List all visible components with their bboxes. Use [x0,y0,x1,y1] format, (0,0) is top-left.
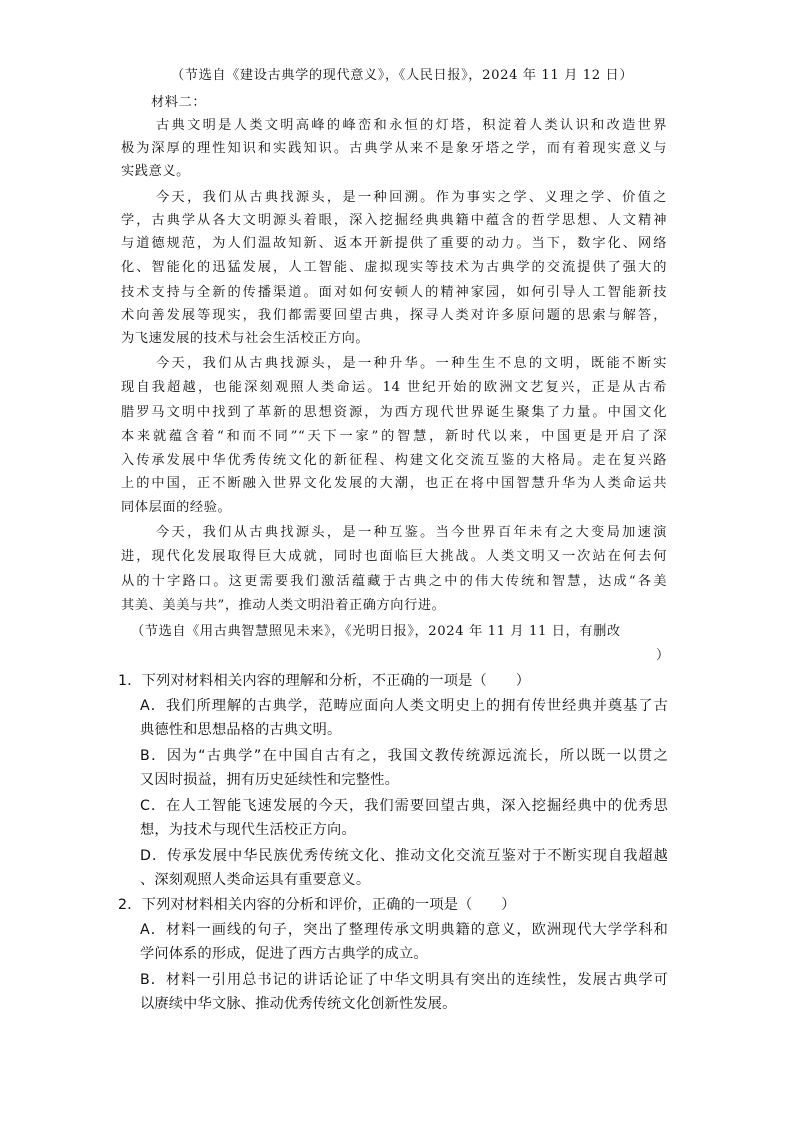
paragraph-line: 术向善发展等现实，我们都需要回望古典，探寻人类对许多原问题的思索与解答， [121,308,667,323]
option-d: D．传承发展中华民族优秀传统文化、推动文化交流互鉴对于不断实现自我超越 [140,848,668,864]
paragraph-line: 今天，我们从古典找源头，是一种互鉴。当今世界百年未有之大变局加速演 [156,525,667,540]
paragraph-line: 实践意义。 [121,164,190,179]
option-a: A．材料一画线的句子，突出了整理传承文明典籍的意义，欧洲现代大学学科和 [140,922,668,938]
paragraph-line: 为飞速发展的技术与社会生活校正方向。 [121,331,370,346]
paragraph-line: 同体层面的经验。 [121,500,232,515]
paragraph-line: 技术支持与全新的传播渠道。面对如何安顿人的精神家园，如何引导人工智能新技 [121,285,667,300]
source-citation-1: （节选自《建设古典学的现代意义》，《人民日报》，2024 年 11 月 12 日） [171,68,634,83]
material-2-title: 材料二： [151,95,207,110]
option-b: B．因为“古典学”在中国自古有之，我国文教传统源远流长，所以既一以贯之 [140,748,668,764]
paragraph-line: 今天，我们从古典找源头，是一种回溯。作为事实之学、义理之学、价值之 [156,190,667,205]
paragraph-line: 今天，我们从古典找源头，是一种升华。一种生生不息的文明，既能不断实 [156,356,667,371]
source-citation-2: （节选自《用古典智慧照见未来》，《光明日报》，2024 年 11 月 11 日，有删改 [131,624,621,639]
option-a-continued: 学问体系的形成，促进了西方古典学的成立。 [140,946,428,962]
paragraph-line: 古典文明是人类文明高峰的峰峦和永恒的灯塔，积淀着人类认识和改造世界 [156,118,667,133]
paragraph-line: 与道德规范，为人们温故知新、返本开新提供了重要的动力。当下，数字化、网络 [121,236,667,251]
option-d-continued: 、深刻观照人类命运具有重要意义。 [140,872,371,888]
option-b: B．材料一引用总书记的讲话论证了中华文明具有突出的连续性，发展古典学可 [140,972,668,988]
option-a: A．我们所理解的古典学，范畴应面向人类文明史上的拥有传世经典并奠基了古 [140,698,668,714]
question-stem: 2．下列对材料相关内容的分析和评价，正确的一项是（ ） [118,897,516,913]
option-b-continued: 又因时损益，拥有历史延续性和完整性。 [140,772,399,788]
paragraph-line: 本来就蕴含着“和而不同”“天下一家”的智慧，新时代以来，中国更是开启了深 [121,429,667,444]
option-a-continued: 典德性和思想品格的古典文明。 [140,722,342,738]
paragraph-line: 腊罗马文明中找到了革新的思想资源，为西方现代世界诞生聚集了力量。中国文化 [121,405,667,420]
paragraph-line: 从的十字路口。这更需要我们激活蕴藏于古典之中的伟大传统和智慧，达成“各美 [121,574,667,589]
paragraph-line: 学，古典学从各大文明源头着眼，深入挖掘经典典籍中蕴含的哲学思想、人文精神 [121,213,667,228]
paragraph-line: 入传承发展中华优秀传统文化的新征程、构建文化交流互鉴的大格局。走在复兴路 [121,453,667,468]
option-b-continued: 以赓续中华文脉、推动优秀传统文化创新性发展。 [140,996,457,1012]
paragraph-line: 上的中国，正不断融入世界文化发展的大潮，也正在将中国智慧升华为人类命运共 [121,476,667,491]
option-c-continued: 想，为技术与现代生活校正方向。 [140,822,356,838]
paragraph-line: 其美、美美与共”，推动人类文明沿着正确方向行进。 [121,598,446,613]
option-c: C．在人工智能飞速发展的今天，我们需要回望古典，深入挖掘经典中的优秀思 [140,798,668,814]
question-stem: 1．下列对材料相关内容的理解和分析，不正确的一项是（ ） [118,673,531,689]
paragraph-line: 进，现代化发展取得巨大成就，同时也面临巨大挑战。人类文明又一次站在何去何 [121,549,667,564]
paragraph-line: 现自我超越，也能深刻观照人类命运。14 世纪开始的欧洲文艺复兴，正是从古希 [121,380,667,395]
paragraph-line: 极为深厚的理性知识和实践知识。古典学从来不是象牙塔之学，而有着现实意义与 [121,141,667,156]
source-citation-2-close: ） [656,648,670,663]
paragraph-line: 化、智能化的迅猛发展，人工智能、虚拟现实等技术为古典学的交流提供了强大的 [121,260,667,275]
